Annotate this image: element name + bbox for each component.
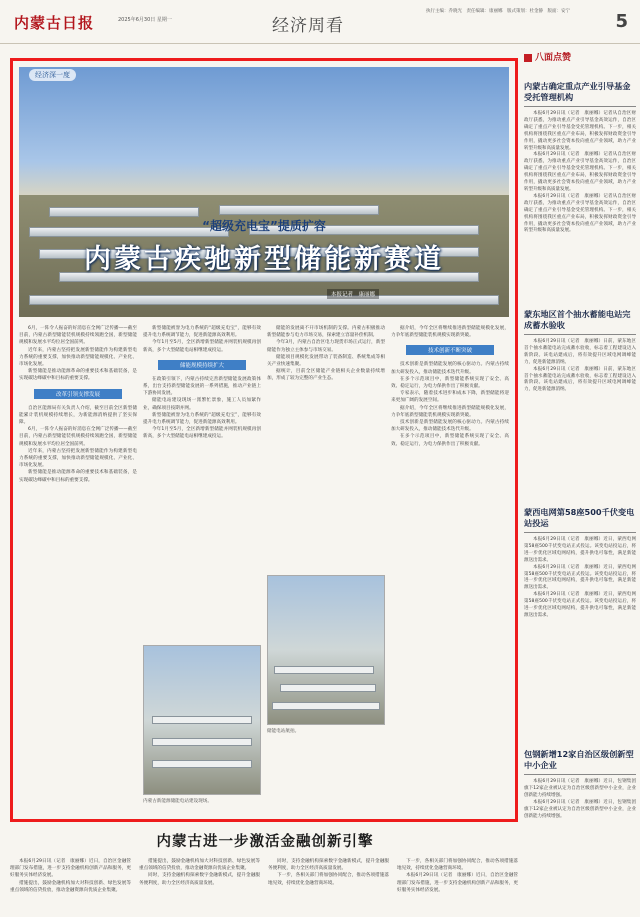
sidebar-article-title: 内蒙古确定重点产业引导基金受托管理机构 [524,81,631,102]
sidebar-article-title: 包钢新增12家自治区级创新型中小企业 [524,749,634,770]
paragraph: 6月，一阵令人振奋的好消息在全网广泛传播——截至目前，内蒙古新型储能装机规模持续领跑全国，新型储能规模和发展水平均位居全国前列。 [19,326,137,346]
paragraph: 措施提出，鼓励金融机构加大对科技创新、绿色发展等重点领域的信贷投放，推动金融资源向优质企业集聚。 [10,880,131,893]
sidebar-article-text: 本报6月29日讯（记者 康丽娜）日前，蒙东地区首个抽水蓄能电站完成蓄水验收，标志着工程建设迈入新阶段。该电站建成后，将有效提升区域电网调峰能力，促进新能源消纳。 [524,339,636,365]
paragraph: 6月，一阵令人振奋的好消息在全网广泛传播——截至目前，内蒙古新型储能装机规模持续领跑全国，新型储能规模和发展水平均位居全国前列。 [19,427,137,447]
article-kicker: “超级充电宝”提质扩容 [202,219,326,233]
paragraph: 储能电站建设现场一派繁忙景象，施工人员加紧作业，确保项目按期并网。 [143,398,261,411]
paragraph: 新型储能是推动能源革命的重要技术和基础装备，是实现碳达峰碳中和目标的重要支撑。 [19,369,137,382]
article-body [19,325,509,815]
bottom-column [139,858,260,917]
paragraph: 在多个示范项目中，新型储能系统实现了安全、高效、稳定运行，为电力保供作出了积极贡献。 [391,376,509,390]
sidebar-article-text: 本报6月29日讯（记者 康丽娜）近日，蒙西电网第58座500千伏变电站正式投运。该变电站投运后，将进一步优化区域电网结构，提升供电可靠性，满足新能源送出需求。 [524,564,636,591]
section-subhead: 技术创新不断突破 [406,345,494,355]
section-title: 经济周看 [272,16,344,36]
newspaper-logo: 内蒙古日报 [14,14,95,32]
section-subhead: 储能规模持续扩大 [158,360,246,370]
bottom-column [397,858,518,917]
bottom-column [10,858,131,917]
sidebar-article [524,300,636,492]
sidebar-article-text: 本报6月29日讯（记者 康丽娜）记者从自治区财政厅获悉，为推动重点产业引导基金高效运作，自治区确定了重点产业引导基金受托管理机构。下一步，相关机构将围绕我区重点产业布局，积极发挥财政资金引导作用，撬动更多社会资本投向重点产业领域，助力产业转型升级和高质量发展。 [524,111,636,151]
paragraph: 储能项目规模化发展带动了装备制造、系统集成等相关产业快速集聚。 [267,354,385,368]
sidebar-article-title: 蒙西电网第58座500千伏变电站投运 [524,507,635,528]
paragraph: 在多个示范项目中，新型储能系统实现了安全、高效、稳定运行，为电力保供作出了积极贡献。 [391,434,509,447]
photo-caption: 内蒙古新能源储能电站建设现场。 [143,799,212,804]
sidebar-article-text: 本报6月29日讯（记者 康丽娜）近日，包钢集团旗下12家企业被认定为自治区级创新型中小企业，企业创新能力持续增强。 [524,779,636,798]
bottom-column [268,858,389,917]
paragraph: 今年3月，内蒙古自治区电力现货市场正式运行，新型储能作为独立主体参与市场交易。 [267,340,385,353]
editor-credits: 执行主编：乔晓光 责任编辑：康丽娜 版式策划：杜金静 版面：安宁 [426,9,570,14]
article-byline: 本报记者 康丽娜 [327,289,379,299]
construction-site-photo [143,645,261,795]
paragraph: 本报6月29日讯（记者 康丽娜）近日，自治区金融管理部门发布措施，进一步支持金融机构创新产品和服务，更好服务实体经济发展。 [397,873,518,893]
paragraph: 同时，支持金融机构探索数字金融新模式，提升金融服务便利度，助力全区经济高质量发展。 [268,859,389,872]
bottom-article [10,830,520,917]
page-number: 5 [615,11,628,32]
news-sidebar [524,50,636,870]
sidebar-header-label: 八面点赞 [535,53,572,63]
paragraph: 储能的发展离不开市场机制的支撑。内蒙古积极推动新型储能参与电力市场交易，探索建立容量补偿机制。 [267,326,385,339]
paragraph: 自治区能源局有关负责人介绍，截至目前全区新型储能累计装机规模持续增长，为新能源消纳提供了坚实保障。 [19,405,137,426]
paragraph: 据介绍，今年全区将继续推进新型储能规模化发展，力争年底新型储能装机规模实现新突破。 [391,326,509,339]
section-subhead: 改革引领支撑发展 [34,389,122,399]
sidebar-article [524,72,636,304]
column-tag: 经济深一度 [29,69,76,81]
sidebar-article-text: 本报6月29日讯（记者 康丽娜）近日，蒙西电网第58座500千伏变电站正式投运。该变电站投运后，将进一步优化区域电网结构，提升供电可靠性，满足新能源送出需求。 [524,592,636,618]
paragraph: 下一步，各相关部门将加强协同配合，推动各项措施落地见效，持续优化金融营商环境。 [397,859,518,872]
article-column-1 [19,325,137,815]
sidebar-article-title: 蒙东地区首个抽水蓄能电站完成蓄水验收 [524,309,631,330]
paragraph: 措施提出，鼓励金融机构加大对科技创新、绿色发展等重点领域的信贷投放，推动金融资源向优质企业集聚。 [139,859,260,872]
storage-station-photo [19,67,509,317]
sidebar-article-text: 本报6月29日讯（记者 康丽娜）记者从自治区财政厅获悉，为推动重点产业引导基金高效运作，自治区确定了重点产业引导基金受托管理机构。下一步，相关机构将围绕我区重点产业布局，积极发挥财政资金引导作用，撬动更多社会资本投向重点产业领域，助力产业转型升级和高质量发展。 [524,193,636,234]
paragraph: 近年来，内蒙古坚持把发展新型储能作为构建新型电力系统的重要支撑，加快推动新型储能规模化、产业化、市场化发展。 [19,347,137,368]
paragraph: 新型储能被誉为电力系统的“超级充电宝”，能够有效提升电力系统调节能力，促进新能源高效利用。 [143,412,261,426]
sidebar-article-text: 本报6月29日讯（记者 康丽娜）日前，蒙东地区首个抽水蓄能电站完成蓄水验收，标志着工程建设迈入新阶段。该电站建成后，将有效提升区域电网调峰能力，促进新能源消纳。 [524,366,636,393]
sidebar-article-text: 本报6月29日讯（记者 康丽娜）近日，蒙西电网第58座500千伏变电站正式投运。该变电站投运后，将进一步优化区域电网结构，提升供电可靠性，满足新能源送出需求。 [524,537,636,563]
paragraph: 在政策引领下，内蒙古持续完善新型储能发展政策体系，出台支持新型储能发展的一系列措施，推动产业链上下游协同发展。 [143,376,261,397]
paragraph: 新型储能是推动能源革命的重要技术和基础装备，是实现碳达峰碳中和目标的重要支撑。 [19,470,137,483]
paragraph: 技术创新是新型储能发展的核心驱动力。内蒙古持续加大研发投入，推动储能技术迭代升级。 [391,420,509,433]
article-column-4 [391,325,509,815]
paragraph: 下一步，各相关部门将加强协同配合，推动各项措施落地见效，持续优化金融营商环境。 [268,873,389,886]
paragraph: 近年来，内蒙古坚持把发展新型储能作为构建新型电力系统的重要支撑，加快推动新型储能规模化、产业化、市场化发展。 [19,448,137,469]
paragraph: 技术创新是新型储能发展的核心驱动力。内蒙古持续加大研发投入，推动储能技术迭代升级。 [391,362,509,375]
sidebar-article-text: 本报6月29日讯（记者 康丽娜）记者从自治区财政厅获悉，为推动重点产业引导基金高效运作，自治区确定了重点产业引导基金受托管理机构。下一步，相关机构将围绕我区重点产业布局，积极发挥财政资金引导作用，撬动更多社会资本投向重点产业领域，助力产业转型升级和高质量发展。 [524,152,636,192]
paragraph: 本报6月29日讯（记者 康丽娜）近日，自治区金融管理部门发布措施，进一步支持金融机构创新产品和服务，更好服务实体经济发展。 [10,859,131,879]
paragraph: 新型储能被誉为电力系统的“超级充电宝”，能够有效提升电力系统调节能力，促进新能源高效利用。 [143,326,261,339]
bottom-article-body [10,858,520,917]
paragraph: 今年1月至5月，全区新增新型储能并网装机规模再创新高，多个大型储能电站相继建成投运。 [143,427,261,440]
bottom-article-title: 内蒙古进一步激活金融创新引擎 [156,833,374,850]
paragraph: 据统计，目前全区储能产业链相关企业数量持续增加，形成了较为完整的产业生态。 [267,369,385,382]
masthead [0,0,640,44]
sidebar-article-text: 本报6月29日讯（记者 康丽娜）近日，包钢集团旗下12家企业被认定为自治区级创新型中小企业，企业创新能力持续增强。 [524,799,636,819]
paragraph: 据介绍，今年全区将继续推进新型储能规模化发展，力争年底新型储能装机规模实现新突破。 [391,405,509,418]
paragraph: 专家表示，随着技术进步和成本下降，新型储能将迎来更加广阔的发展空间。 [391,391,509,404]
paragraph: 同时，支持金融机构探索数字金融新模式，提升金融服务便利度，助力全区经济高质量发展。 [139,873,260,886]
feature-article [10,58,518,822]
issue-date: 2025年6月30日 星期一 [118,17,172,23]
sidebar-header [524,50,636,63]
article-column-3 [267,325,385,815]
sidebar-article [524,740,636,870]
article-headline: 内蒙古疾驰新型储能新赛道 [84,244,444,275]
sidebar-article [524,498,636,736]
photo-caption: 储能电站航拍。 [267,729,300,734]
paragraph: 今年1月至5月，全区新增新型储能并网装机规模再创新高，多个大型储能电站相继建成投运。 [143,340,261,353]
storage-cabinets-photo [267,575,385,725]
